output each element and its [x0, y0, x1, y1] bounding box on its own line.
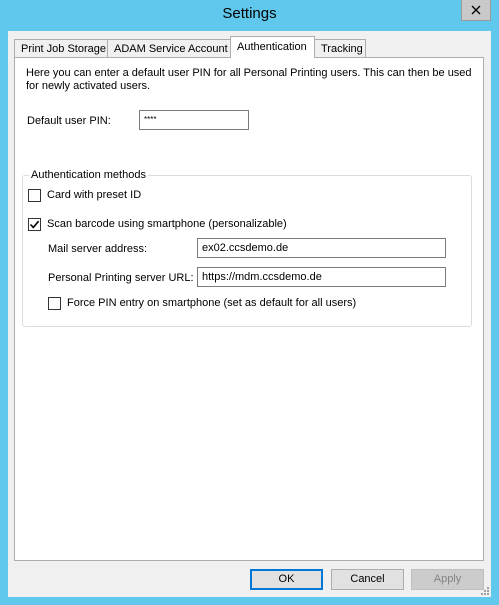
authentication-methods-group — [22, 169, 472, 327]
tab-authentication[interactable]: Authentication — [230, 36, 315, 58]
authentication-panel — [14, 57, 484, 561]
default-pin-input[interactable]: **** — [139, 110, 249, 130]
card-preset-id-checkbox[interactable] — [28, 189, 41, 202]
ok-button[interactable]: OK — [250, 569, 323, 590]
intro-text: Here you can enter a default user PIN for all Personal Printing users. This can then be used for newly activated users. — [26, 67, 472, 92]
title-bar[interactable] — [0, 0, 499, 30]
mail-server-label: Mail server address: — [48, 243, 148, 255]
tab-tracking[interactable]: Tracking — [314, 39, 366, 57]
checkmark-icon — [29, 219, 40, 230]
scan-barcode-label[interactable]: Scan barcode using smartphone (personalizable) — [47, 218, 287, 230]
window-title: Settings — [222, 5, 277, 22]
force-pin-checkbox[interactable] — [48, 297, 61, 310]
tab-print-job-storage[interactable]: Print Job Storage — [14, 39, 108, 57]
card-preset-id-label[interactable]: Card with preset ID — [47, 189, 142, 201]
tab-adam-service-account[interactable]: ADAM Service Account — [107, 39, 231, 57]
authentication-methods-title: Authentication methods — [31, 169, 146, 181]
scan-barcode-checkbox[interactable] — [28, 218, 41, 231]
close-button[interactable] — [461, 0, 491, 21]
server-url-label: Personal Printing server URL: — [48, 272, 194, 284]
resize-grip-icon[interactable] — [479, 585, 489, 595]
mail-server-input[interactable]: ex02.ccsdemo.de — [197, 238, 446, 258]
default-pin-label: Default user PIN: — [27, 115, 111, 127]
cancel-button[interactable]: Cancel — [331, 569, 404, 590]
dialog-client — [8, 31, 491, 597]
apply-button[interactable]: Apply — [411, 569, 484, 590]
server-url-input[interactable]: https://mdm.ccsdemo.de — [197, 267, 446, 287]
force-pin-label[interactable]: Force PIN entry on smartphone (set as default for all users) — [67, 297, 357, 309]
close-icon — [471, 5, 481, 15]
